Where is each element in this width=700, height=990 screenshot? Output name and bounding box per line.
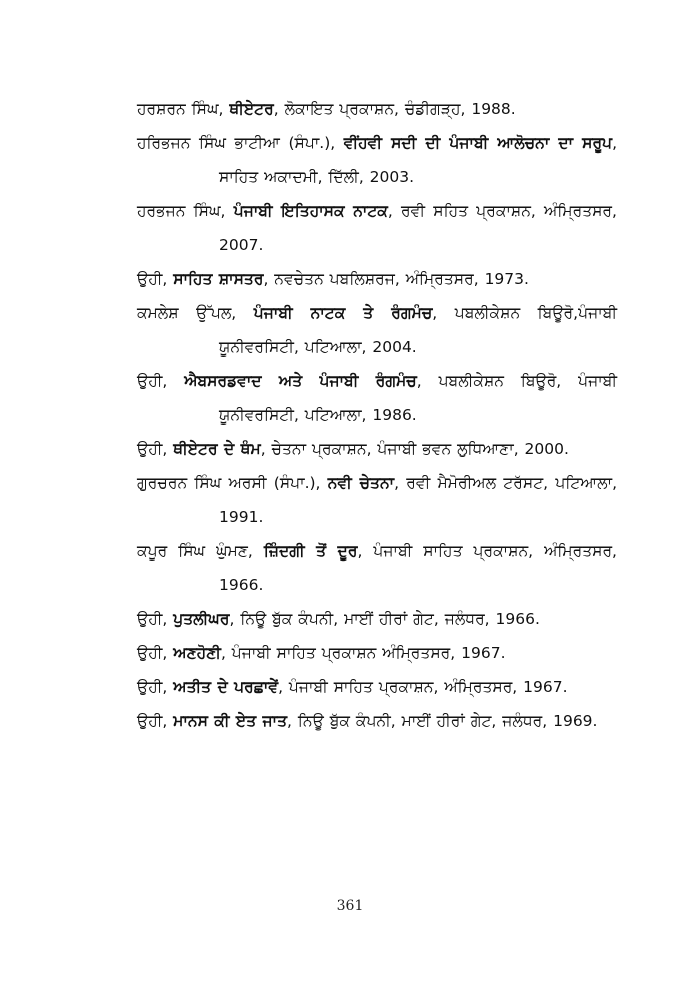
bibliography-entry	[137, 432, 617, 466]
bibliography-list	[137, 92, 617, 738]
entry-author: ਉਹੀ,	[137, 712, 174, 730]
entry-publication: , ਚੇਤਨਾ ਪ੍ਰਕਾਸ਼ਨ, ਪੰਜਾਬੀ ਭਵਨ ਲੁਧਿਆਣਾ, 2000.	[260, 440, 569, 458]
entry-publication: , ਪੰਜਾਬੀ ਸਾਹਿਤ ਪ੍ਰਕਾਸ਼ਨ ਅੰਮ੍ਰਿਤਸਰ, 1967.	[220, 644, 506, 662]
entry-publication: , ਨਵਚੇਤਨ ਪਬਲਿਸ਼ਰਜ, ਅੰਮ੍ਰਿਤਸਰ, 1973.	[263, 270, 529, 288]
page-number: 361	[336, 898, 364, 914]
entry-author: ਉਹੀ,	[137, 372, 185, 390]
bibliography-entry	[137, 296, 617, 364]
entry-publication: , ਨਿਊ ਬੁੱਕ ਕੰਪਨੀ, ਮਾਈਂ ਹੀਰਾਂ ਗੇਟ, ਜਲੰਧਰ, 1966.	[229, 610, 540, 628]
entry-author: ਉਹੀ,	[137, 678, 174, 696]
entry-title: ਐਬਸਰਡਵਾਦ ਅਤੇ ਪੰਜਾਬੀ ਰੰਗਮੰਚ	[184, 372, 417, 390]
entry-title: ਥੀਏਟਰ	[229, 100, 274, 118]
entry-title: ਅਤੀਤ ਦੇ ਪਰਛਾਵੇਂ	[173, 678, 279, 696]
bibliography-entry	[137, 92, 617, 126]
entry-publication: , ਪਬਲੀਕੇਸ਼ਨ ਬਿਊਰੋ,ਪੰਜਾਬੀ ਯੂਨੀਵਰਸਿਟੀ, ਪਟਿਆਲਾ, 2004.	[219, 304, 617, 356]
bibliography-entry	[137, 534, 617, 602]
bibliography-entry	[137, 602, 617, 636]
entry-author: ਗੁਰਚਰਨ ਸਿੰਘ ਅਰਸੀ (ਸੰਪਾ.),	[137, 474, 328, 492]
bibliography-entry	[137, 194, 617, 262]
entry-title: ਪੰਜਾਬੀ ਨਾਟਕ ਤੇ ਰੰਗਮੰਚ	[253, 304, 433, 322]
entry-publication: , ਨਿਊ ਬੁੱਕ ਕੰਪਨੀ, ਮਾਈਂ ਹੀਰਾਂ ਗੇਟ, ਜਲੰਧਰ, 1969.	[287, 712, 598, 730]
entry-title: ਅਣਹੋਣੀ	[173, 644, 221, 662]
bibliography-entry	[137, 636, 617, 670]
entry-publication: , ਪਬਲੀਕੇਸ਼ਨ ਬਿਊਰੋ, ਪੰਜਾਬੀ ਯੂਨੀਵਰਸਿਟੀ, ਪਟਿਆਲਾ, 1986.	[219, 372, 617, 424]
entry-title: ਮਾਨਸ ਕੀ ਏਤ ਜਾਤ	[173, 712, 288, 730]
bibliography-entry	[137, 704, 617, 738]
entry-author: ਹਰਿਭਜਨ ਸਿੰਘ ਭਾਟੀਆ (ਸੰਪਾ.),	[137, 134, 344, 152]
entry-publication: , ਪੰਜਾਬੀ ਸਾਹਿਤ ਪ੍ਰਕਾਸ਼ਨ, ਅੰਮ੍ਰਿਤਸਰ, 1967.	[278, 678, 568, 696]
entry-title: ਵੀਂਹਵੀ ਸਦੀ ਦੀ ਪੰਜਾਬੀ ਆਲੋਚਨਾ ਦਾ ਸਰੂਪ	[343, 134, 613, 152]
bibliography-entry	[137, 364, 617, 432]
bibliography-entry	[137, 126, 617, 194]
entry-title: ਪੰਜਾਬੀ ਇਤਿਹਾਸਕ ਨਾਟਕ	[233, 202, 388, 220]
entry-author: ਉਹੀ,	[137, 440, 174, 458]
entry-author: ਉਹੀ,	[137, 644, 174, 662]
entry-publication: , ਰਵੀ ਸਹਿਤ ਪ੍ਰਕਾਸ਼ਨ, ਅੰਮ੍ਰਿਤਸਰ, 2007.	[219, 202, 617, 254]
entry-title: ਪੁਤਲੀਘਰ	[173, 610, 230, 628]
entry-author: ਹਰਸ਼ਰਨ ਸਿੰਘ,	[137, 100, 230, 118]
entry-author: ਹਰਭਜਨ ਸਿੰਘ,	[137, 202, 234, 220]
entry-author: ਉਹੀ,	[137, 610, 174, 628]
entry-author: ਕਪੂਰ ਸਿੰਘ ਘੁੰਮਣ,	[137, 542, 264, 560]
entry-title: ਥੀਏਟਰ ਦੇ ਥੰਮ	[173, 440, 261, 458]
entry-publication: , ਲੋਕਾਇਤ ਪ੍ਰਕਾਸ਼ਨ, ਚੰਡੀਗੜ੍ਹ, 1988.	[273, 100, 516, 118]
entry-publication: , ਪੰਜਾਬੀ ਸਾਹਿਤ ਪ੍ਰਕਾਸ਼ਨ, ਅੰਮ੍ਰਿਤਸਰ, 1966.	[219, 542, 617, 594]
entry-title: ਜ਼ਿੰਦਗੀ ਤੋਂ ਦੂਰ	[263, 542, 358, 560]
entry-publication: , ਸਾਹਿਤ ਅਕਾਦਮੀ, ਦਿੱਲੀ, 2003.	[219, 134, 617, 186]
entry-title: ਸਾਹਿਤ ਸ਼ਾਸਤਰ	[173, 270, 264, 288]
entry-publication: , ਰਵੀ ਮੈਮੋਰੀਅਲ ਟਰੱਸਟ, ਪਟਿਆਲਾ, 1991.	[219, 474, 617, 526]
entry-title: ਨਵੀ ਚੇਤਨਾ	[327, 474, 395, 492]
bibliography-entry	[137, 670, 617, 704]
bibliography-entry	[137, 466, 617, 534]
entry-author: ਕਮਲੇਸ਼ ਉੱਪਲ,	[137, 304, 254, 322]
bibliography-entry	[137, 262, 617, 296]
entry-author: ਉਹੀ,	[137, 270, 174, 288]
